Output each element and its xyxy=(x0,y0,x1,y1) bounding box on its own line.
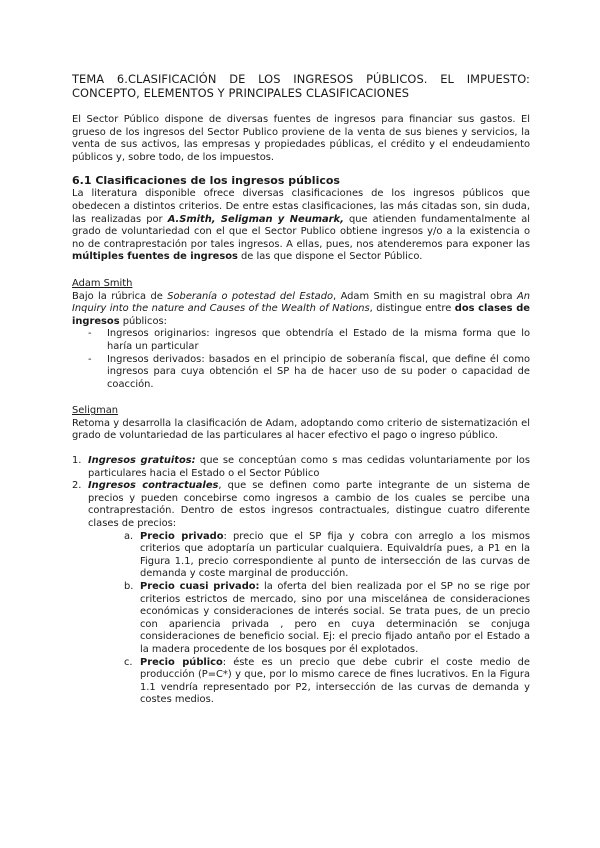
section-heading: 6.1 Clasificaciones de los ingresos públicos xyxy=(72,174,340,188)
smith-paragraph xyxy=(72,291,530,329)
list-item xyxy=(72,480,531,530)
smith-text-4: públicos: xyxy=(119,315,167,327)
smith-text-2: , Adam Smith en su magistral obra xyxy=(333,290,517,302)
item-label: Precio público xyxy=(140,656,223,668)
seligman-paragraph: Retoma y desarrolla la clasificación de Adam, adoptando como criterio de sistematización el grado de voluntariedad de las particulares al hacer efectivo el pago o ingreso público. xyxy=(72,417,530,442)
item-label: Precio privado xyxy=(140,530,224,542)
item-number: 1. xyxy=(72,455,82,467)
item-label: Ingresos gratuitos: xyxy=(88,455,196,467)
list-item xyxy=(72,455,530,480)
section-authors: A.Smith, Seligman y Neumark, xyxy=(167,213,344,225)
smith-text-3: , distingue entre xyxy=(369,303,455,315)
section-classifications xyxy=(72,174,530,264)
intro-paragraph: El Sector Público dispone de diversas fuentes de ingresos para financiar sus gastos. El grueso de los ingresos del Sector Publico proviene de la venta de sus bienes y servicios, la venta de sus activos, las empresas y propiedades públicas, el crédito y el endeudamiento públicos y, sobre todo, de los impuestos. xyxy=(72,114,530,163)
item-text: la oferta del bien realizada por el SP no se rige por criterios estrictos de mercado, sino por una miscelánea de consideraciones económicas y consideraciones de interés social. Se trata pues, de un precio con apariencia privada , pero en cuya determinación se conjuga consideraciones de beneficio social. Ej: el precio fijado antaño por el Estado a la madera procedente de los bosques por él explotados. xyxy=(140,581,530,655)
list-item xyxy=(124,656,530,707)
seligman-heading: Seligman xyxy=(72,405,119,417)
item-letter: a. xyxy=(124,530,134,542)
document-title: TEMA 6.CLASIFICACIÓN DE LOS INGRESOS PÚBLICOS. EL IMPUESTO: CONCEPTO, ELEMENTOS Y PRINCIPALES CLASIFICACIONES xyxy=(72,72,530,100)
smith-block xyxy=(72,278,530,391)
section-paragraph xyxy=(72,188,530,264)
list-item xyxy=(124,581,530,657)
section-text-2: que atienden fundamentalmente al grado de voluntariedad con el que el Sector Publico obtiene ingresos y/o a la existencia o no de contraprestación por tales ingresos. A ellas, pues, nos atenderemos para exponer las xyxy=(72,213,530,250)
section-bold: múltiples fuentes de ingresos xyxy=(72,251,238,263)
seligman-list xyxy=(72,455,530,531)
item-letter: c. xyxy=(124,656,133,668)
document-page xyxy=(72,72,530,707)
item-letter: b. xyxy=(124,581,134,592)
item-text: , que se definen como parte integrante de un sistema de precios y pueden concebirse como ingresos a cambio de los cuales se percibe una contraprestación. Dentro de estos ingresos contractuales, distingue cuatro diferente clases de precios: xyxy=(88,480,531,530)
smith-italic-1: Soberanía o potestad del Estado xyxy=(167,290,334,302)
item-label: Precio cuasi privado: xyxy=(140,581,260,592)
section-text-1: La literatura disponible ofrece diversas clasificaciones de los ingresos públicos que obedecen a distintos criterios. De entre estas clasificaciones, las más citadas son, sin duda, las realizadas por xyxy=(72,188,530,225)
price-types-list xyxy=(72,531,530,707)
seligman-block xyxy=(72,405,530,707)
list-item: - Ingresos originarios: ingresos que obtendría el Estado de la misma forma que lo haría un particular xyxy=(92,328,530,353)
item-text: : éste es un precio que debe cubrir el coste medio de producción (P=C*) y que, por lo mismo carece de fines lucrativos. En la Figura 1.1 vendría representado por P2, intersección de las curvas de demanda y costes medios. xyxy=(140,656,530,706)
item-label: Ingresos contractuales xyxy=(88,480,219,492)
smith-text-1: Bajo la rúbrica de xyxy=(72,290,168,302)
list-item: - Ingresos derivados: basados en el principio de soberanía fiscal, que define él como ingresos para cuya obtención el SP ha de hacer uso de su poder o capacidad de coacción. xyxy=(92,354,530,392)
list-item xyxy=(124,530,530,581)
smith-book-title: An Inquiry into the nature and Causes of the Wealth of Nations xyxy=(72,290,531,315)
section-text-3: de las que dispone el Sector Público. xyxy=(237,251,423,263)
smith-list xyxy=(72,328,530,391)
smith-bold: dos clases de ingresos xyxy=(72,303,530,327)
item-text: que se conceptúan como s mas cedidas voluntariamente por los particulares hacia el Estado o el Sector Público xyxy=(88,455,530,479)
smith-heading: Adam Smith xyxy=(72,277,133,289)
item-text: : precio que el SP fija y cobra con arreglo a los mismos criterios que adoptaría un particular cualquiera. Equivaldría pues, a P1 en la Figura 1.1, precio correspondiente al punto de intersección de las curvas de demanda y coste marginal de producción. xyxy=(140,530,530,580)
item-number: 2. xyxy=(72,480,82,492)
